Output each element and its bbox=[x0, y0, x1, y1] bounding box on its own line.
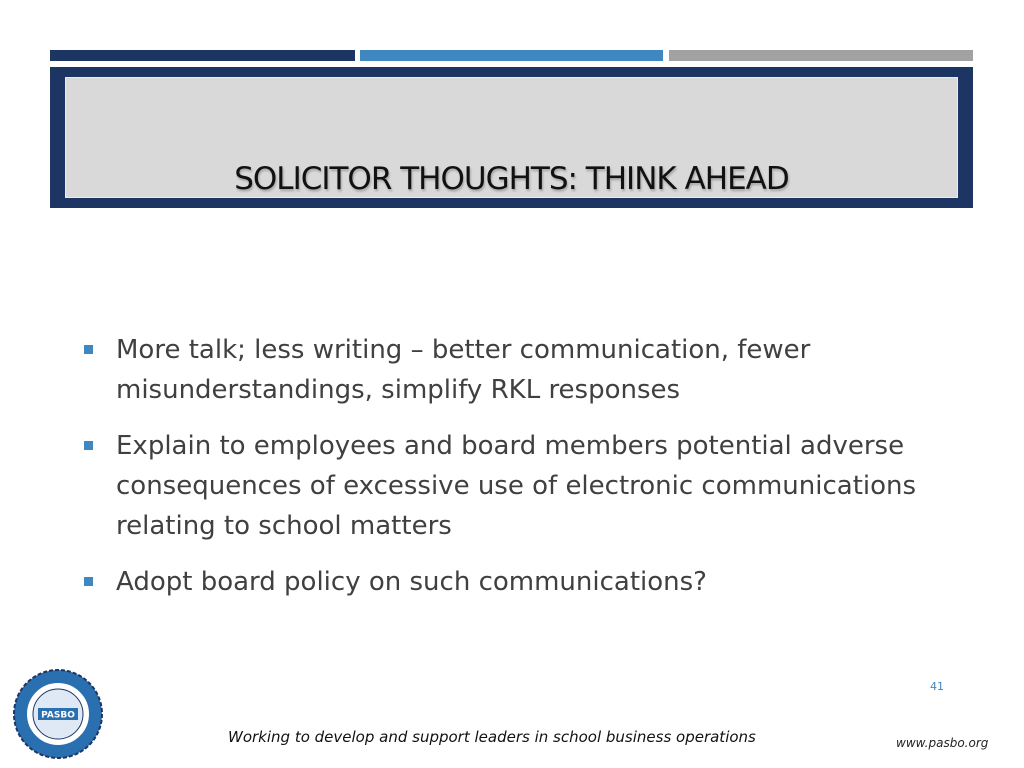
bullet-item bbox=[82, 330, 962, 410]
bullet-item bbox=[82, 562, 962, 602]
title-frame bbox=[50, 67, 973, 208]
footer-tagline: Working to develop and support leaders in school business operations bbox=[228, 728, 756, 746]
top-bar-navy bbox=[50, 50, 355, 61]
top-bar-blue bbox=[360, 50, 663, 61]
footer-url[interactable]: www.pasbo.org bbox=[896, 736, 989, 750]
bullet-text: Explain to employees and board members potential adverse consequences of excessive use of electronic communications relating to school matters bbox=[116, 431, 917, 541]
title-box bbox=[65, 77, 958, 198]
logo-text: PASBO bbox=[41, 710, 75, 721]
bullet-marker-icon bbox=[84, 577, 93, 586]
slide-title: SOLICITOR THOUGHTS: THINK AHEAD bbox=[234, 161, 789, 197]
bullet-list bbox=[82, 330, 962, 618]
bullet-marker-icon bbox=[84, 441, 93, 450]
bullet-text: Adopt board policy on such communications? bbox=[116, 567, 707, 597]
pasbo-logo bbox=[12, 668, 104, 760]
bullet-item bbox=[82, 426, 962, 546]
bullet-text: More talk; less writing – better communication, fewer misunderstandings, simplify RKL responses bbox=[116, 335, 811, 405]
top-bar-gray bbox=[669, 50, 973, 61]
bullet-marker-icon bbox=[84, 345, 93, 354]
page-number: 41 bbox=[930, 680, 944, 693]
